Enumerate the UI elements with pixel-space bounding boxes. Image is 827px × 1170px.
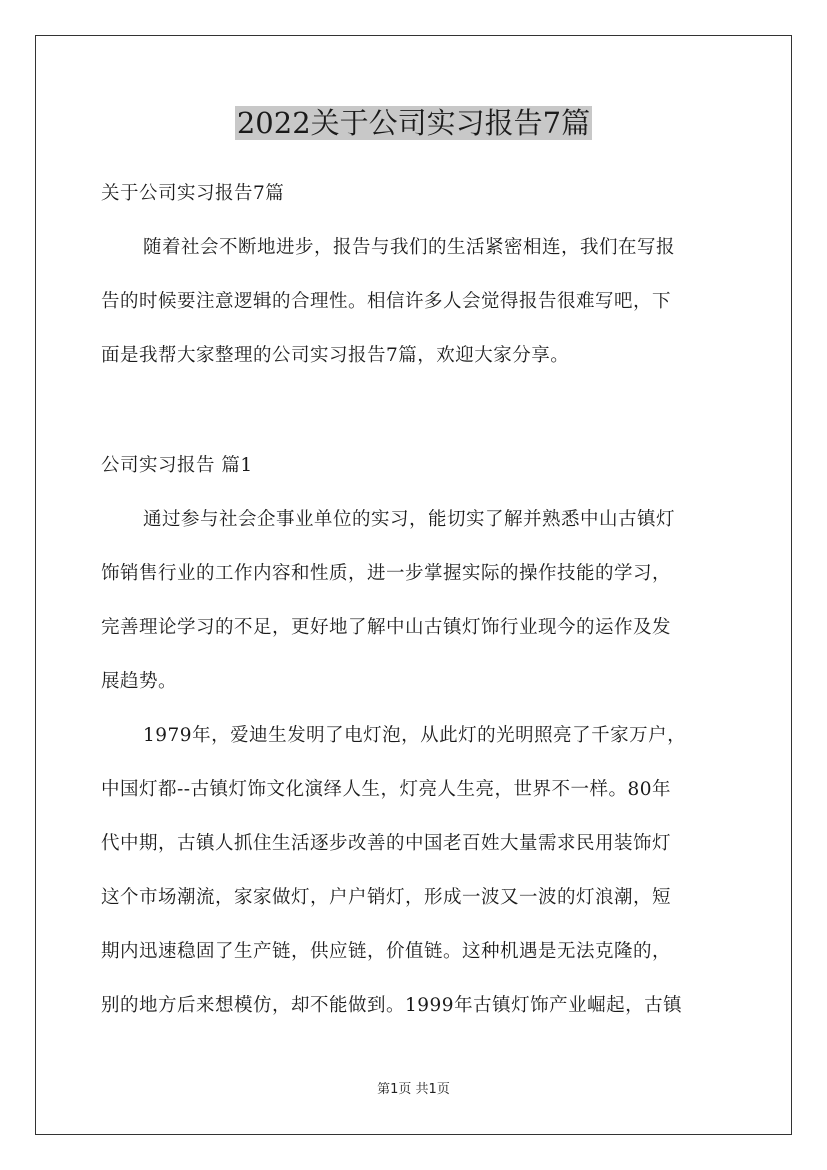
page-number-footer: 第1页 共1页 bbox=[377, 1082, 450, 1097]
paragraph-line: 告的时候要注意逻辑的合理性。相信许多人会觉得报告很难写吧，下 bbox=[101, 291, 672, 312]
paragraph-line: 展趋势。 bbox=[101, 671, 178, 692]
section1-paragraph-2 bbox=[101, 724, 731, 1048]
paragraph-line: 这个市场潮流，家家做灯，户户销灯，形成一波又一波的灯浪潮，短 bbox=[101, 887, 672, 908]
paragraph-line: 通过参与社会企事业单位的实习，能切实了解并熟悉中山古镇灯 bbox=[143, 509, 676, 530]
paragraph-line: 中国灯都--古镇灯饰文化演绎人生，灯亮人生亮，世界不一样。80年 bbox=[101, 779, 672, 800]
intro-paragraph bbox=[101, 236, 731, 398]
section1-paragraph-1 bbox=[101, 508, 731, 724]
section-heading: 公司实习报告 篇1 bbox=[101, 455, 253, 476]
paragraph-line: 代中期，古镇人抓住生活逐步改善的中国老百姓大量需求民用装饰灯 bbox=[101, 833, 672, 854]
document-subtitle: 关于公司实习报告7篇 bbox=[101, 183, 285, 204]
paragraph-line: 饰销售行业的工作内容和性质，进一步掌握实际的操作技能的学习， bbox=[101, 563, 672, 584]
document-title bbox=[0, 102, 827, 144]
paragraph-line: 别的地方后来想模仿，却不能做到。1999年古镇灯饰产业崛起，古镇 bbox=[101, 995, 683, 1016]
paragraph-line: 随着社会不断地进步，报告与我们的生活紧密相连，我们在写报 bbox=[143, 237, 676, 258]
paragraph-line: 期内迅速稳固了生产链，供应链，价值链。这种机遇是无法克隆的， bbox=[101, 941, 672, 962]
paragraph-line: 面是我帮大家整理的公司实习报告7篇，欢迎大家分享。 bbox=[101, 345, 570, 366]
paragraph-line: 1979年，爱迪生发明了电灯泡，从此灯的光明照亮了千家万户， bbox=[143, 725, 687, 746]
paragraph-line: 完善理论学习的不足，更好地了解中山古镇灯饰行业现今的运作及发 bbox=[101, 617, 672, 638]
document-title-text: 2022关于公司实习报告7篇 bbox=[236, 106, 591, 140]
